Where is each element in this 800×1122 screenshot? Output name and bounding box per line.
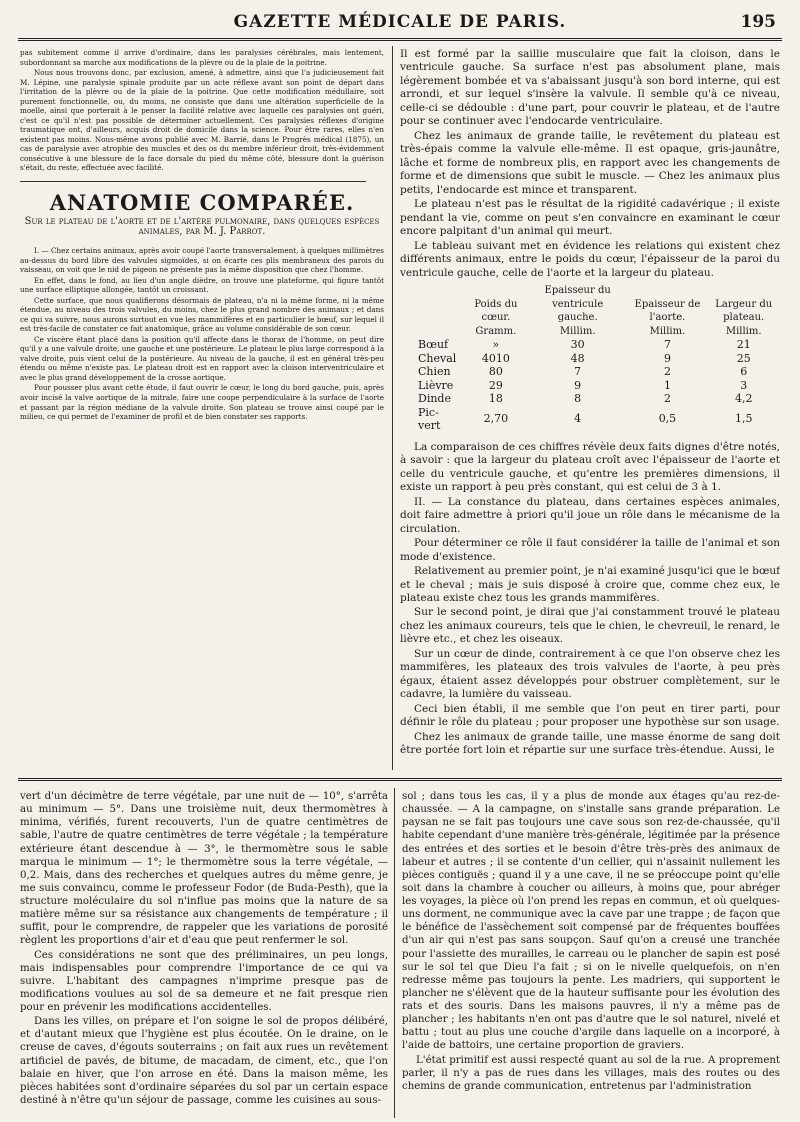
table-cell: 7: [574, 365, 582, 379]
column-header: Epaisseur du ventricule gauche.: [544, 285, 611, 324]
table-cell: 18: [488, 392, 503, 406]
data-table: [418, 284, 780, 432]
section-rule: [18, 778, 782, 781]
table-cell: Cheval: [418, 351, 457, 365]
paragraph: Ceci bien établi, il me semble que l'on peut en tirer parti, pour définir le rôle du plateau ; pour proposer une hypothèse sur son usage.: [400, 702, 780, 729]
column-header: Largeur du plateau.: [715, 298, 773, 324]
bottom-right-column: [402, 790, 780, 1116]
page-header: [18, 6, 782, 34]
section-title: ANATOMIE COMPARÉE.: [49, 189, 355, 215]
section-divider: [20, 181, 366, 182]
table-cell: 2: [663, 392, 671, 406]
paragraph: Il est formé par la saillie musculaire que fait la cloison, dans le ventricule gauche. Sa surface n'est pas absolument plane, mais légèrement bombée et va s'abaissant jusqu'à son bord interne, qui est arrondi, et sur lequel s'insère la valvule. Il semble qu'à ce niveau, celle-ci se dédouble : d'une part, pour couvrir le plateau, et de l'autre pour se continuer avec l'endocarde ventriculaire.: [400, 48, 780, 128]
paragraph: L'état primitif est aussi respecté quant au sol de la rue. A proprement parler, il n'y a pas de rues dans les villages, mais des routes ou des chemins de grande communication, entretenus par l'administration: [402, 1054, 780, 1092]
table-cell: Chien: [418, 365, 451, 379]
paragraph: Pour pousser plus avant cette étude, il faut ouvrir le cœur, le long du bord gauche, puis, après avoir incisé la valve aortique de la mitrale, faire une coupe perpendiculaire à la surface de l'aorte et passant par la région médiane de la valvule droite. Son plateau se trouve ainsi coupé par le milieu, ce qui permet de l'examiner de profil et de bien constater ses rapports.: [20, 383, 384, 422]
unit-cell: Millim.: [559, 325, 596, 337]
table-cell: 6: [740, 365, 748, 379]
table-header-row: [418, 284, 780, 324]
table-cell: 1,5: [734, 412, 753, 426]
unit-cell: Millim.: [725, 325, 762, 337]
table-units-row: [418, 325, 780, 339]
page-number: 195: [740, 12, 776, 32]
top-right-column: [400, 48, 780, 770]
paragraph: Relativement au premier point, je n'ai examiné jusqu'ici que le bœuf et le cheval ; mais je suis disposé à croire que, comme chez eux, le plateau existe chez tous les grands mammifères.: [400, 565, 780, 604]
paragraph: vert d'un décimètre de terre végétale, par une nuit de — 10°, s'arrêta au minimum — 5°. Dans une troisième nuit, deux thermomètres à minima, vérifiés, furent recouverts, l'un de quatre centimètres de sable, l'autre de quatre centimètres de terre végétale ; la température extérieure étant descendue à — 3°, le thermomètre sous le sable marqua le minimum — 1°; le thermomètre sous la terre végétale, — 0,2. Mais, dans des recherches et quelques autres du même genre, je me suis convaincu, comme le professeur Fodor (de Buda-Pesth), que la structure moléculaire du sol n'influe pas moins que la nature de sa matière même sur sa résistance aux changements de température ; il suffit, pour le comprendre, de rappeler que les variations de porosité règlent les proportions d'air et d'eau que peut renfermer le sol.: [20, 791, 388, 947]
table-cell: 7: [663, 338, 671, 352]
bottom-left-column: [20, 790, 388, 1116]
table-cell: Pic-vert: [418, 405, 441, 433]
table-row: [418, 406, 780, 433]
header-rule: [18, 38, 782, 41]
column-header: Epaisseur de l'aorte.: [634, 298, 701, 324]
paragraph: Le tableau suivant met en évidence les relations qui existent chez différents animaux, entre le poids du cœur, l'épaisseur de la paroi du ventricule gauche, celle de l'aorte et la largeur du plateau.: [400, 239, 780, 279]
table-cell: 30: [570, 338, 585, 352]
table-cell: 4010: [481, 351, 510, 365]
column-header: Poids du cœur.: [474, 298, 518, 324]
paragraph: La comparaison de ces chiffres révèle deux faits dignes d'être notés, à savoir : que la largeur du plateau croît avec l'épaisseur de l'aorte et celle du ventricule gauche, et qu'entre les premières dimensions, il existe un rapport à peu près constant, qui est celui de 3 à 1.: [400, 440, 780, 494]
table-cell: Bœuf: [418, 338, 449, 352]
column-divider: [392, 46, 393, 770]
paragraph: Cette surface, que nous qualifierons désormais de plateau, n'a ni la même forme, ni la même étendue, au niveau des trois valvules, du moins, chez le plus grand nombre des animaux ; et dans ce qui va suivre, nous aurons surtout en vue les mammifères et en particulier le bœuf, sur lequel il est très-facile de constater ce fait anatomique, grâce au volume considérable de son cœur.: [20, 295, 384, 334]
paragraph: pas subitement comme il arrive d'ordinaire, dans les paralysies cérébrales, mais lentement, subordonnant sa marche aux modifications de la plèvre ou de la plaie de la poitrine.: [20, 48, 384, 67]
table-row: [418, 379, 780, 393]
table-row: [418, 365, 780, 379]
table-cell: 2: [663, 365, 671, 379]
paragraph: En effet, dans le fond, au lieu d'un angle dièdre, on trouve une plateforme, qui figure tantôt une surface elliptique allongée, tantôt un croissant.: [20, 275, 384, 295]
table-cell: 3: [740, 378, 748, 392]
column-divider: [394, 788, 395, 1118]
table-row: [418, 392, 780, 406]
unit-cell: Millim.: [649, 325, 686, 337]
paragraph: Pour déterminer ce rôle il faut considérer la taille de l'animal et son mode d'existence.: [400, 537, 780, 563]
paragraph: Le plateau n'est pas le résultat de la rigidité cadavérique ; il existe pendant la vie, comme on peut s'en convaincre en examinant le cœur encore palpitant d'un animal qui meurt.: [400, 198, 780, 238]
paragraph: Ces considérations ne sont que des préliminaires, un peu longs, mais indispensables pour comprendre l'importance de ce qui va suivre. L'habitant des campagnes n'imprime presque pas de modifications voulues au sol de sa demeure et ne fait presque rien pour en prévenir les modifications accidentelles.: [20, 949, 388, 1013]
table-cell: 9: [574, 378, 582, 392]
table-cell: 0,5: [658, 412, 677, 426]
table-cell: 2,70: [483, 412, 509, 426]
top-left-column: [20, 48, 384, 438]
table-cell: 9: [663, 351, 671, 365]
paragraph: Dans les villes, on prépare et l'on soigne le sol de propos délibéré, et d'autant mieux que l'hygiène est plus écoutée. On le draine, on le creuse de caves, d'égouts souterrains ; on fait aux rues un revêtement artificiel de pavés, de bitume, de macadam, de ciment, etc., que l'on balaie en hiver, que l'on arrose en été. Dans la maison même, les pièces habitées sont d'ordinaire séparées du sol par un certain espace destiné à n'être qu'un séjour de passage, comme les cuisines au sous-: [20, 1016, 388, 1106]
table-cell: 8: [574, 392, 582, 406]
table-row: [418, 338, 780, 352]
paragraph: I. — Chez certains animaux, après avoir coupé l'aorte transversalement, à quelques millimètres au-dessus du bord libre des valvules sigmoïdes, si on écarte ces plis membraneux des parois du vaisseau, on voit que le nid de pigeon ne présente pas la même disposition que chez l'homme.: [20, 246, 384, 275]
unit-cell: Gramm.: [475, 325, 517, 337]
table-cell: 80: [488, 365, 503, 379]
paragraph: II. — La constance du plateau, dans certaines espèces animales, doit faire admettre à priori qu'il joue un rôle dans le mécanisme de la circulation.: [400, 495, 780, 535]
paragraph: sol ; dans tous les cas, il y a plus de monde aux étages qu'au rez-de-chaussée. — A la campagne, on s'installe sans grande préparation. Le paysan ne se fait pas toujours une cave sous son rez-de-chaussée, qu'il habite cependant d'une manière très-générale, légitimée par la présence des entrées et des sorties et le besoin d'être très-près des animaux de labeur et autres ; il se contente d'un cellier, qui n'assainit nullement les pièces contiguës ; quand il y a une cave, il ne se préoccupe point qu'elle soit dans la chambre à coucher ou ailleurs, à moins que, pour abréger les voyages, la pièce où l'on prend les repas en commun, et où quelques-uns dorment, ne communique avec la cave par une trappe ; de façon que le bénéfice de l'assèchement soit compensé par de fréquentes bouffées d'un air qui n'est pas sans soupçon. Sauf qu'on a creusé une tranchée pour l'assiette des murailles, le carreau ou le plancher de sapin est posé sur le sol tel que Dieu l'a fait ; si on le nivelle quelquefois, on n'en redresse même pas toujours la pente. Les madriers, qui supportent le plancher ne s'élèvent que de la hauteur suffisante pour les évolution des rats et des souris. Dans les maisons pauvres, il n'y a même pas de plancher ; les habitants n'en ont pas d'autre que le sol naturel, nivelé et battu ; tout au plus une couche d'argile dans laquelle on a incorporé, à l'aide de battoirs, une certaine proportion de graviers.: [402, 791, 780, 1052]
table-cell: 29: [488, 378, 503, 392]
paragraph: Sur un cœur de dinde, contrairement à ce que l'on observe chez les mammifères, les plateaux des trois valvules de l'aorte, à peu près égaux, étaient assez développés pour obstruer complètement, sur le cadavre, la lumière du vaisseau.: [400, 647, 780, 701]
paragraph: Chez les animaux de grande taille, une masse énorme de sang doit être portée fort loin et répartie sur une surface très-étendue. Aussi, le: [400, 730, 780, 757]
table-cell: 25: [736, 351, 751, 365]
paragraph: Nous nous trouvons donc, par exclusion, amené, à admettre, ainsi que l'a judicieusement fait M. Lépine, une paralysie spinale produite par un acte réflexe avant son point de départ dans l'irritation de la plèvre ou de la plaie de la poitrine. Que cette modification médullaire, soit purement fonctionnelle, ou, du moins, ne consiste que dans une altération superficielle de la moelle, ainsi que porterait à le penser la facilité relative avec laquelle ces paralysies ont guéri, c'est ce qu'il n'est pas possible de déterminer actuellement. Ces paralysies réflexes d'origine traumatique ont, d'ailleurs, acquis droit de domicile dans la science. Pour être rares, elles n'en existent pas moins. Nous-même avons publié avec M. Barrié, dans le Progrès médical (1875), un cas de paralysie avec atrophie des muscles et des os du membre inférieur droit, très-évidemment consécutive à une blessure de la face dorsale du pied du même côté, blessure dont la guérison s'était, du reste, effectuée avec facilité.: [20, 68, 384, 173]
table-cell: 1: [663, 378, 671, 392]
table-cell: 4,2: [734, 392, 753, 406]
table-cell: »: [492, 338, 500, 352]
table-row: [418, 352, 780, 366]
table-cell: Lièvre: [418, 378, 454, 392]
article-heading: Sur le plateau de l'aorte et de l'artère pulmonaire, dans quelques espèces animales, par M. J. Parrot.: [24, 216, 380, 237]
table-cell: 21: [736, 338, 751, 352]
paragraph: Sur le second point, je dirai que j'ai constamment trouvé le plateau chez les animaux coureurs, tels que le chien, le chevreuil, le renard, le lièvre etc., et chez les oiseaux.: [400, 606, 780, 646]
table-cell: 48: [570, 351, 585, 365]
journal-title: GAZETTE MÉDICALE DE PARIS.: [233, 12, 567, 32]
table-cell: Dinde: [418, 392, 451, 406]
paragraph: Ce viscère étant placé dans la position qu'il affecte dans le thorax de l'homme, on peut dire qu'il y a une valvule droite, une gauche et une postérieure. Le plateau le plus large correspond à la valve droite, puis vient celui de la postérieure. Au niveau de la gauche, il est en général très-peu étendu ou même n'existe pas. Le plateau droit est en rapport avec la cloison interventriculaire et avec le plus grand développement de la crosse aortique.: [20, 334, 384, 382]
paragraph: Chez les animaux de grande taille, le revêtement du plateau est très-épais comme la valvule elle-même. Il est opaque, gris-jaunâtre, lâche et forme de nombreux plis, en rapport avec les changements de forme et de dimensions que subit le muscle. — Chez les animaux plus petits, l'endocarde est mince et transparent.: [400, 129, 780, 196]
table-cell: 4: [574, 412, 582, 426]
